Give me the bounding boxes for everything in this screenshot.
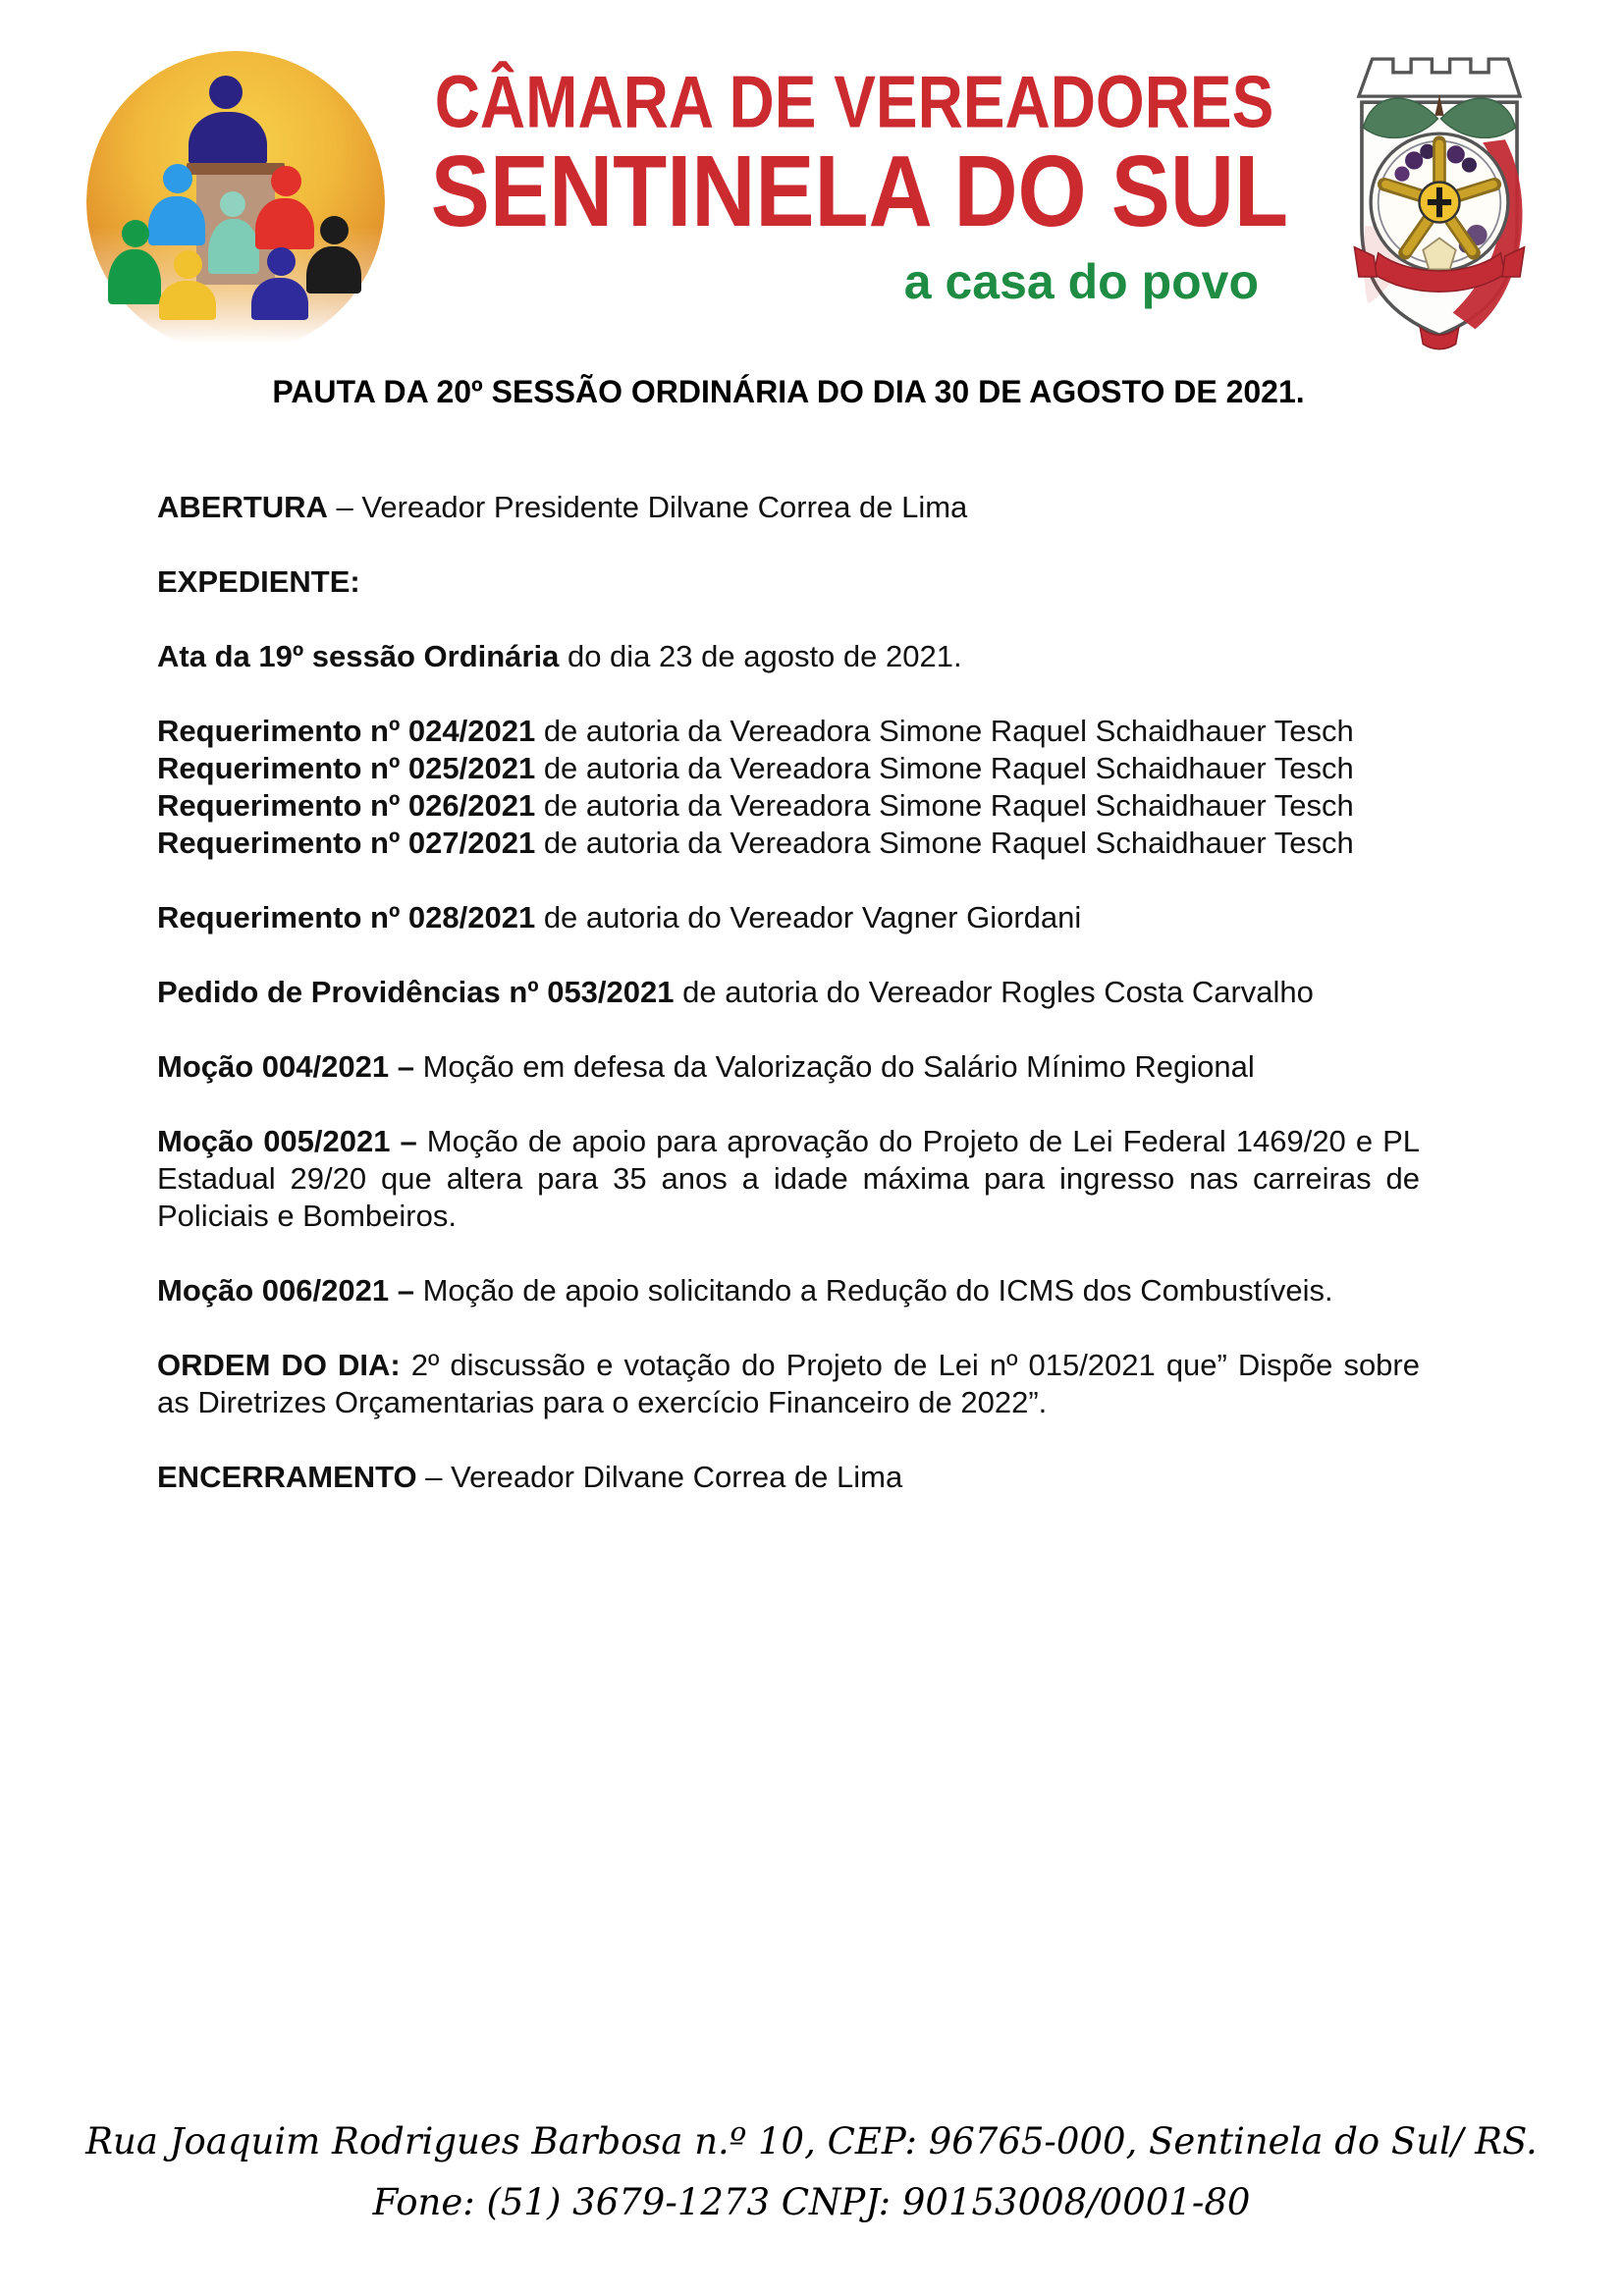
municipal-crest-icon (1327, 47, 1551, 351)
header-text-block (422, 60, 1289, 309)
paragraph-text: de autoria da Vereadora Simone Raquel Schaidhauer Tesch (535, 751, 1354, 785)
paragraph-lead: Requerimento nº 024/2021 (157, 714, 536, 748)
org-slogan: a casa do povo (903, 254, 1259, 309)
paragraph-requerimento-024 (157, 713, 1420, 750)
paragraph-text: Moção de apoio solicitando a Redução do ICMS dos Combustíveis. (413, 1273, 1333, 1308)
paragraph-lead: Pedido de Providências nº 053/2021 (157, 975, 675, 1009)
paragraph-lead: Moção 006/2021 – (157, 1273, 414, 1308)
agenda-body (157, 489, 1420, 1496)
paragraph-text: Moção em defesa da Valorização do Salário Mínimo Regional (413, 1049, 1255, 1084)
paragraph-ordem-do-dia (157, 1347, 1420, 1421)
paragraph-requerimento-028 (157, 899, 1420, 936)
paragraph-encerramento (157, 1459, 1420, 1496)
paragraph-lead: Moção 005/2021 – (157, 1124, 417, 1158)
paragraph-text: de autoria da Vereadora Simone Raquel Schaidhauer Tesch (535, 788, 1354, 823)
podium-icon (187, 163, 285, 175)
paragraph-lead: Moção 004/2021 – (157, 1049, 414, 1084)
paragraph-text: Moção de apoio para aprovação do Projeto de Lei Federal 1469/20 e PL Estadual 29/20 que altera para 35 anos a idade máxima para ingresso nas carreiras de Policiais e Bombeiros. (157, 1124, 1420, 1233)
paragraph-text: de autoria da Vereadora Simone Raquel Schaidhauer Tesch (535, 826, 1354, 860)
footer-address-line: Rua Joaquim Rodrigues Barbosa n.º 10, CEP: 96765-000, Sentinela do Sul/ RS. (85, 2120, 1538, 2163)
paragraph-lead: ABERTURA (157, 490, 328, 524)
paragraph-pedido-053 (157, 974, 1420, 1011)
council-people-logo (86, 51, 385, 353)
document-footer (0, 2111, 1623, 2233)
paragraph-text: de autoria da Vereadora Simone Raquel Schaidhauer Tesch (535, 714, 1354, 748)
paragraph-lead: Requerimento nº 025/2021 (157, 751, 536, 785)
paragraph-lead: ENCERRAMENTO (157, 1460, 417, 1494)
paragraph-text: – Vereador Dilvane Correa de Lima (416, 1460, 903, 1494)
paragraph-text: – Vereador Presidente Dilvane Correa de Lima (327, 490, 968, 524)
paragraph-expediente (157, 563, 1420, 601)
paragraph-text: 2º discussão e votação do Projeto de Lei nº 015/2021 que” Dispõe sobre as Diretrizes Orçamentarias para o exercício Financeiro de 2022”. (157, 1348, 1420, 1419)
paragraph-text: de autoria do Vereador Rogles Costa Carvalho (674, 975, 1314, 1009)
paragraph-text: do dia 23 de agosto de 2021. (559, 639, 962, 673)
paragraph-lead: Requerimento nº 026/2021 (157, 788, 536, 823)
footer-phone-line: Fone: (51) 3679-1273 CNPJ: 90153008/0001-80 (372, 2181, 1251, 2223)
paragraph-lead: Requerimento nº 028/2021 (157, 900, 536, 934)
paragraph-mocao-004 (157, 1048, 1420, 1086)
page-title: PAUTA DA 20º SESSÃO ORDINÁRIA DO DIA 30 DE AGOSTO DE 2021. (272, 374, 1305, 409)
org-name-line2: SENTINELA DO SUL (430, 135, 1289, 248)
paragraph-lead: Ata da 19º sessão Ordinária (157, 639, 560, 673)
paragraph-requerimento-027 (157, 825, 1420, 862)
paragraph-lead: Requerimento nº 027/2021 (157, 826, 536, 860)
paragraph-text: de autoria do Vereador Vagner Giordani (535, 900, 1082, 934)
paragraph-abertura (157, 489, 1420, 526)
org-name-line1: CÂMARA DE VEREADORES (434, 60, 1274, 144)
paragraph-ata (157, 638, 1420, 675)
paragraph-lead: EXPEDIENTE: (157, 564, 360, 599)
paragraph-mocao-005 (157, 1123, 1420, 1235)
paragraph-mocao-006 (157, 1272, 1420, 1309)
paragraph-requerimento-025 (157, 750, 1420, 787)
paragraph-lead: ORDEM DO DIA: (157, 1348, 401, 1382)
paragraph-requerimento-026 (157, 787, 1420, 825)
